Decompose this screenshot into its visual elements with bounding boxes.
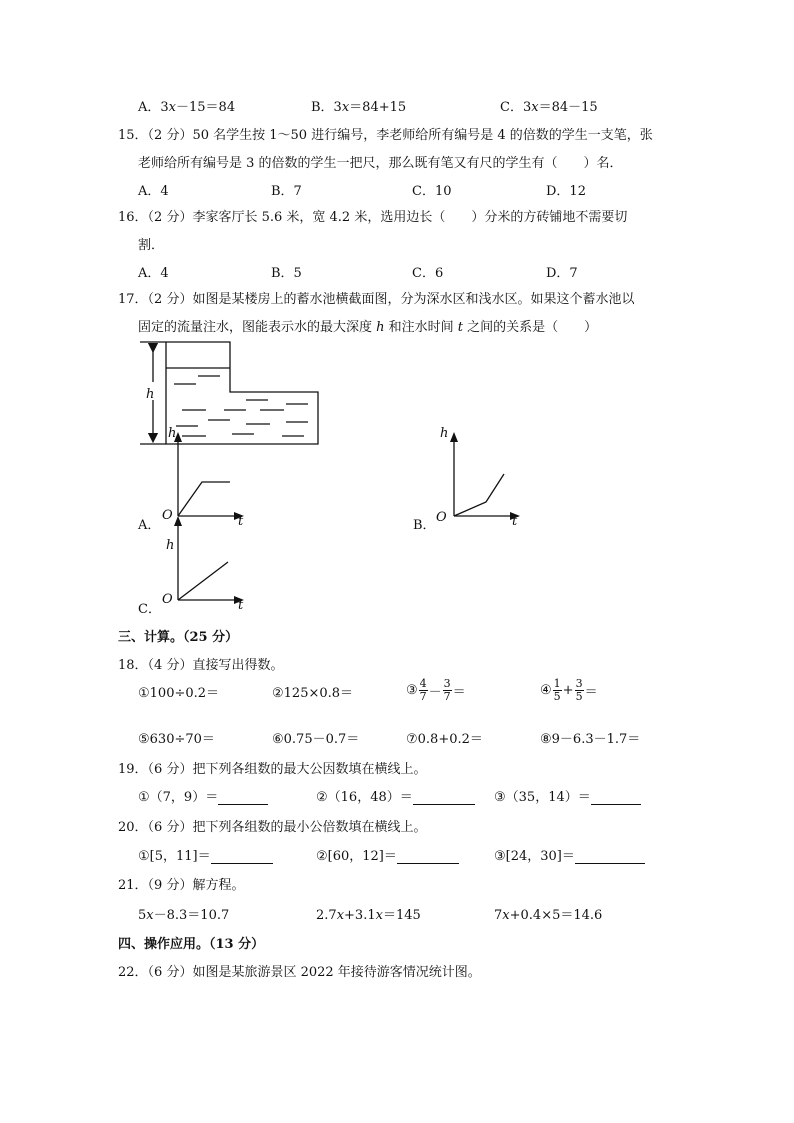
q14-option-a: A．3x－15＝84 <box>138 100 236 115</box>
q15-option-c: C．10 <box>412 184 452 199</box>
q16-option-a: A．4 <box>138 266 169 281</box>
q15-option-b: B．7 <box>271 184 302 199</box>
q16-option-d: D．7 <box>546 266 578 281</box>
tank-height-label: h <box>146 387 155 402</box>
q17-c-x-label: t <box>238 598 244 613</box>
q20-blank-3[interactable] <box>575 849 645 864</box>
q17-b-x-label: t <box>512 514 518 529</box>
q18-item-1: ①100÷0.2＝ <box>138 686 220 701</box>
q16-option-c: C．6 <box>412 266 444 281</box>
q17-b-origin: O <box>436 510 447 525</box>
q17-c-origin: O <box>162 592 173 607</box>
q18-item-7: ⑦0.8+0.2＝ <box>406 732 483 747</box>
q17-option-b-label: B． <box>413 518 436 533</box>
q14-option-c: C．3x＝84－15 <box>500 100 598 115</box>
q19-blank-3[interactable] <box>591 790 641 805</box>
q17-option-a-label: A． <box>138 518 161 533</box>
q19-title: 19．（6 分）把下列各组数的最大公因数填在横线上。 <box>118 762 427 777</box>
q18-item-3: ③ $\frac{4}{7}$ － $\frac{3}{7}$ ＝ <box>406 677 466 703</box>
q19-item-3: ③（35，14）＝ <box>494 786 641 805</box>
q19-blank-1[interactable] <box>218 790 268 805</box>
q17-option-b-graph <box>438 426 528 526</box>
q21-equation-1: 5x－8.3＝10.7 <box>138 908 230 923</box>
q20-title: 20．（6 分）把下列各组数的最小公倍数填在横线上。 <box>118 820 427 835</box>
q16-line2: 割． <box>138 238 165 253</box>
q19-item-1: ①（7，9）＝ <box>138 786 268 805</box>
q17-option-c-label: C． <box>138 602 161 617</box>
q19-blank-2[interactable] <box>413 790 475 805</box>
q15-option-a: A．4 <box>138 184 169 199</box>
q14-option-b: B．3x＝84+15 <box>311 100 407 115</box>
q18-item-8: ⑧9－6.3－1.7＝ <box>540 732 641 747</box>
q17-a-y-label: h <box>168 426 177 441</box>
q18-title: 18．（4 分）直接写出得数。 <box>118 658 284 673</box>
q17-a-origin: O <box>162 508 173 523</box>
q15-option-d: D．12 <box>546 184 586 199</box>
q18-item-2: ②125×0.8＝ <box>272 686 354 701</box>
q17-a-x-label: t <box>238 514 244 529</box>
q15-line1: 15．（2 分）50 名学生按 1～50 进行编号，李老师给所有编号是 4 的倍数的学生一支笔，张 <box>118 128 653 143</box>
q18-item-4: ④ $\frac{1}{5}$ + $\frac{3}{5}$ ＝ <box>540 677 598 703</box>
q20-blank-1[interactable] <box>211 849 273 864</box>
q17-line1: 17．（2 分）如图是某楼房上的蓄水池横截面图，分为深水区和浅水区。如果这个蓄水池以 <box>118 292 635 307</box>
q22-title: 22．（6 分）如图是某旅游景区 2022 年接待游客情况统计图。 <box>118 965 481 980</box>
section-4-heading: 四、操作应用。（13 分） <box>118 937 265 952</box>
q20-item-1: ①[5，11]＝ <box>138 845 273 864</box>
q17-line2: 固定的流量注水，图能表示水的最大深度 h 和注水时间 t 之间的关系是（ ） <box>138 320 598 335</box>
q17-b-y-label: h <box>440 426 449 441</box>
section-3-heading: 三、计算。（25 分） <box>118 630 239 645</box>
q16-option-b: B．5 <box>271 266 302 281</box>
q21-equation-3: 7x+0.4×5＝14.6 <box>494 908 603 923</box>
q20-item-3: ③[24，30]＝ <box>494 845 645 864</box>
q21-title: 21．（9 分）解方程。 <box>118 878 245 893</box>
q18-item-5: ⑤630÷70＝ <box>138 732 215 747</box>
q18-item-6: ⑥0.75－0.7＝ <box>272 732 360 747</box>
q19-item-2: ②（16，48）＝ <box>316 786 475 805</box>
q16-line1: 16．（2 分）李家客厅长 5.6 米，宽 4.2 米，选用边长（ ）分米的方砖铺地不需要切 <box>118 210 628 225</box>
q21-equation-2: 2.7x+3.1x＝145 <box>316 908 421 923</box>
q20-item-2: ②[60，12]＝ <box>316 845 459 864</box>
q20-blank-2[interactable] <box>397 849 459 864</box>
q17-option-c-graph <box>162 510 252 610</box>
q17-c-y-label: h <box>166 538 175 553</box>
q15-line2: 老师给所有编号是 3 的倍数的学生一把尺，那么既有笔又有尺的学生有（ ）名． <box>138 156 623 171</box>
